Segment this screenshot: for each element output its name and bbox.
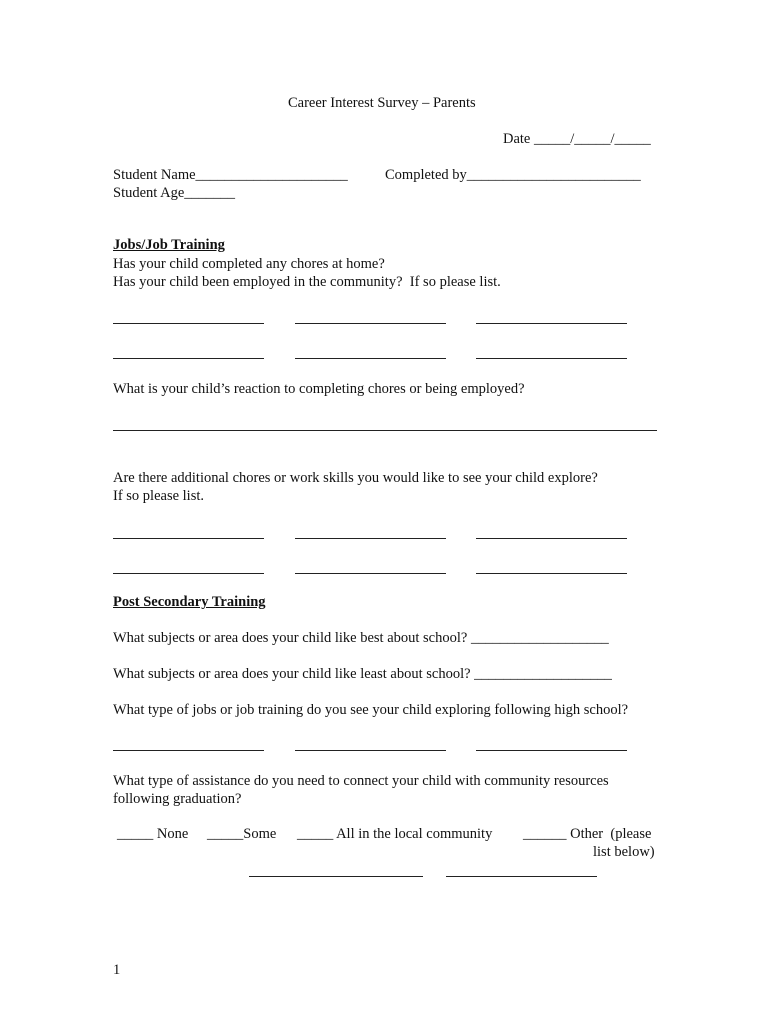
answer-line[interactable] bbox=[295, 358, 446, 359]
question-additional-chores-cont: If so please list. bbox=[113, 488, 205, 504]
question-additional-chores: Are there additional chores or work skills you would like to see your child explore? bbox=[113, 470, 598, 486]
question-least-subject[interactable]: What subjects or area does your child like least about school? ___________________ bbox=[113, 666, 612, 682]
student-name-field[interactable]: Student Name_____________________ bbox=[113, 167, 348, 183]
answer-line[interactable] bbox=[113, 750, 264, 751]
answer-line[interactable] bbox=[113, 573, 264, 574]
answer-line[interactable] bbox=[249, 876, 423, 877]
page-number: 1 bbox=[113, 962, 121, 978]
answer-line[interactable] bbox=[476, 323, 627, 324]
answer-line[interactable] bbox=[113, 323, 264, 324]
question-assistance-cont: following graduation? bbox=[113, 791, 242, 807]
student-age-field[interactable]: Student Age_______ bbox=[113, 185, 236, 201]
option-some[interactable]: _____Some bbox=[207, 826, 277, 842]
answer-line[interactable] bbox=[113, 538, 264, 539]
question-job-training: What type of jobs or job training do you see your child exploring following high school? bbox=[113, 702, 629, 718]
question-chores: Has your child completed any chores at home? bbox=[113, 256, 385, 272]
answer-line[interactable] bbox=[476, 358, 627, 359]
answer-line[interactable] bbox=[295, 323, 446, 324]
completed-by-field[interactable]: Completed by________________________ bbox=[385, 167, 641, 183]
section-heading-jobs: Jobs/Job Training bbox=[113, 237, 225, 253]
option-other[interactable]: ______ Other (please bbox=[523, 826, 652, 842]
answer-line[interactable] bbox=[295, 538, 446, 539]
answer-line[interactable] bbox=[295, 573, 446, 574]
option-all-local[interactable]: _____ All in the local community bbox=[297, 826, 493, 842]
answer-line[interactable] bbox=[113, 358, 264, 359]
date-field[interactable]: Date _____/_____/_____ bbox=[503, 131, 651, 147]
option-none[interactable]: _____ None bbox=[117, 826, 189, 842]
question-employed: Has your child been employed in the community? If so please list. bbox=[113, 274, 501, 290]
option-other-cont: list below) bbox=[593, 844, 655, 860]
answer-line[interactable] bbox=[476, 750, 627, 751]
page-title: Career Interest Survey – Parents bbox=[288, 95, 476, 111]
answer-line[interactable] bbox=[476, 573, 627, 574]
answer-line[interactable] bbox=[295, 750, 446, 751]
question-assistance: What type of assistance do you need to connect your child with community resources bbox=[113, 773, 609, 789]
question-reaction: What is your child’s reaction to completing chores or being employed? bbox=[113, 381, 525, 397]
answer-line-full[interactable] bbox=[113, 430, 657, 431]
question-best-subject[interactable]: What subjects or area does your child like best about school? ___________________ bbox=[113, 630, 609, 646]
answer-line[interactable] bbox=[476, 538, 627, 539]
section-heading-post-secondary: Post Secondary Training bbox=[113, 594, 266, 610]
answer-line[interactable] bbox=[446, 876, 597, 877]
